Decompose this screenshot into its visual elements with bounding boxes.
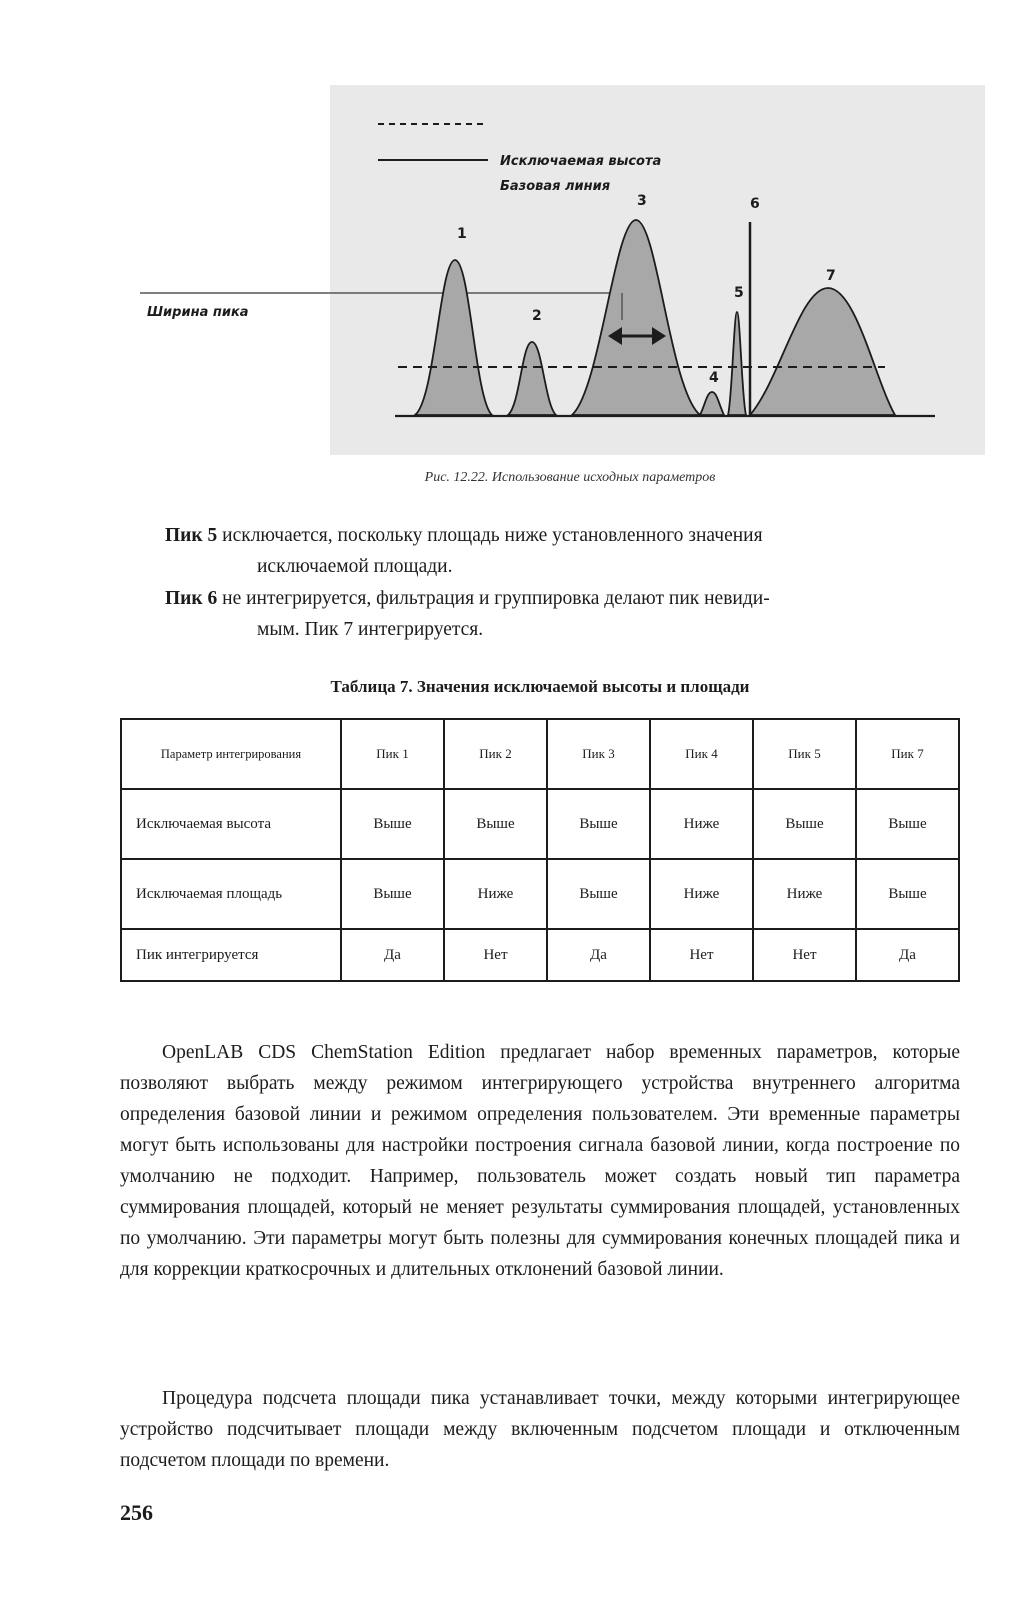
- table-cell: Выше: [547, 789, 650, 859]
- table-row-label: Исключаемая высота: [121, 789, 341, 859]
- table-header-cell: Пик 2: [444, 719, 547, 789]
- table-cell: Ниже: [444, 859, 547, 929]
- table-cell: Нет: [650, 929, 753, 981]
- table-row-label: Пик интегрируется: [121, 929, 341, 981]
- peak-2: [508, 342, 556, 415]
- peak-label-2: 2: [532, 308, 542, 324]
- table-title: Таблица 7. Значения исключаемой высоты и площади: [330, 677, 750, 696]
- table-header-cell: Пик 1: [341, 719, 444, 789]
- note-text: не интегрируется, фильтрация и группировка делают пик невиди-: [217, 588, 770, 609]
- table-row: [121, 929, 959, 981]
- peak-label-1: 1: [457, 226, 467, 242]
- table-cell: Да: [547, 929, 650, 981]
- table-cell: Выше: [444, 789, 547, 859]
- table-cell: Выше: [547, 859, 650, 929]
- table-cell: Да: [856, 929, 959, 981]
- table-cell: Да: [341, 929, 444, 981]
- table-cell: Выше: [753, 789, 856, 859]
- table-header-row: [121, 719, 959, 789]
- peak-label-3: 3: [637, 193, 647, 209]
- note-term: Пик 6: [165, 588, 218, 609]
- body-paragraph: OpenLAB CDS ChemStation Edition предлагает набор временных параметров, которые позволяют выбрать между режимом интегрирующего устройства внутреннего алгоритма определения базовой линии и режимом определения пользователем. Эти временные параметры могут быть использованы для настройки построения сигнала базовой линии, когда построение по умолчанию не подходит. Например, пользователь может создать новый тип параметра суммирования площадей, который не меняет результаты суммирования площадей, установленных по умолчанию. Эти параметры могут быть полезны для суммирования конечных площадей пика и для коррекции краткосрочных и длительных отклонений базовой линии.: [120, 1041, 960, 1280]
- peak-label-6: 6: [750, 196, 760, 212]
- note-text: исключается, поскольку площадь ниже установленного значения: [217, 525, 763, 546]
- note-text-continued: исключаемой площади.: [257, 556, 453, 577]
- table-header-cell: Пик 3: [547, 719, 650, 789]
- table-cell: Нет: [753, 929, 856, 981]
- table-cell: Ниже: [650, 789, 753, 859]
- note-text-continued: мым. Пик 7 интегрируется.: [257, 619, 484, 640]
- note-term: Пик 5: [165, 525, 218, 546]
- peak-4: [700, 392, 724, 415]
- table-cell: Выше: [341, 789, 444, 859]
- table-row: [121, 789, 959, 859]
- legend-baseline-label: Базовая линия: [500, 179, 611, 194]
- table-cell: Выше: [341, 859, 444, 929]
- table-cell: Выше: [856, 789, 959, 859]
- page-number: 256: [120, 1500, 153, 1525]
- chromatogram-diagram: [0, 0, 1024, 470]
- table-header-cell: Пик 5: [753, 719, 856, 789]
- figure-caption: Рис. 12.22. Использование исходных параметров: [424, 470, 716, 485]
- peak-width-label: Ширина пика: [147, 305, 249, 320]
- peak-label-4: 4: [709, 370, 719, 386]
- table-header-cell: Параметр интегрирования: [121, 719, 341, 789]
- table-cell: Выше: [856, 859, 959, 929]
- peak-6-note: [165, 583, 985, 645]
- peak-7: [750, 288, 895, 415]
- table-cell: Нет: [444, 929, 547, 981]
- peak-3: [572, 220, 700, 415]
- peak-5-note: [165, 520, 985, 582]
- table-cell: Ниже: [650, 859, 753, 929]
- peak-label-5: 5: [734, 285, 744, 301]
- peak-1: [415, 260, 492, 415]
- table-header-cell: Пик 7: [856, 719, 959, 789]
- table-header-cell: Пик 4: [650, 719, 753, 789]
- table-row-label: Исключаемая площадь: [121, 859, 341, 929]
- legend-excluded-height-label: Исключаемая высота: [500, 154, 662, 169]
- peak-label-7: 7: [826, 268, 836, 284]
- table-cell: Ниже: [753, 859, 856, 929]
- body-paragraph: Процедура подсчета площади пика устанавливает точки, между которыми интегрирующее устройство подсчитывает площади между включенным подсчетом площади и отключенным подсчетом площади по времени.: [120, 1387, 960, 1471]
- peak-5: [728, 312, 746, 415]
- table-row: [121, 859, 959, 929]
- parameters-table: [120, 718, 960, 982]
